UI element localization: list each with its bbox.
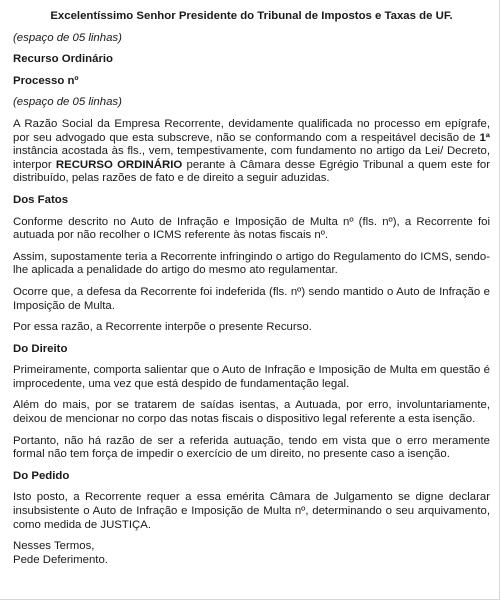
closing-line: Pede Deferimento.	[13, 553, 108, 566]
section-paragraph: Assim, supostamente teria a Recorrente infringindo o artigo do Regulamento do ICMS, sendo-lhe aplicada a penalidade do artigo do mesmo ato regulamentar.	[13, 250, 490, 277]
closing-line: Nesses Termos,	[13, 540, 95, 553]
intro-text: instância acostada às fls., vem, tempestivamente, com fundamento no artigo da Lei/ Decreto, interpor	[13, 145, 490, 171]
intro-bold-instance: 1ª	[479, 131, 490, 144]
intro-bold-appeal: RECURSO ORDINÁRIO	[55, 158, 183, 171]
document-title: Excelentíssimo Senhor Presidente do Tribunal de Impostos e Taxas de UF.	[50, 10, 453, 22]
section-paragraph: Ocorre que, a defesa da Recorrente foi indeferida (fls. nº) sendo mantido o Auto de Infração e Imposição de Multa.	[13, 285, 490, 312]
section-paragraph: Conforme descrito no Auto de Infração e Imposição de Multa nº (fls. nº), a Recorrente foi autuada por não recolher o ICMS referente às notas fiscais nº.	[13, 215, 490, 242]
section-paragraph: Primeiramente, comporta salientar que o Auto de Infração e Imposição de Multa em questão é improcedente, uma vez que está despido de fundamentação legal.	[13, 364, 490, 390]
section-paragraph: Isto posto, a Recorrente requer a essa emérita Câmara de Julgamento se digne declarar insubsistente o Auto de Infração e Imposição de Multa nº, determinando o seu arquivamento, como medida de JUSTIÇA.	[13, 491, 490, 531]
section-heading-request: Do Pedido	[13, 469, 70, 482]
section-heading-facts: Dos Fatos	[13, 193, 69, 206]
intro-text: A Razão Social da Empresa Recorrente, devidamente qualificada no processo em epígrafe, por seu advogado que esta subscreve, não se conformando com a respeitável decisão de	[13, 117, 490, 144]
process-label: Processo nº	[13, 74, 79, 87]
intro-paragraph	[13, 118, 490, 186]
space-note: (espaço de 05 linhas)	[13, 96, 122, 109]
section-paragraph: Portanto, não há razão de ser a referida autuação, tendo em vista que o erro meramente formal não tem força de impedir o exercício de um direito, no presente caso a isenção.	[13, 434, 490, 461]
section-heading-law: Do Direito	[13, 342, 68, 355]
section-paragraph: Além do mais, por se tratarem de saídas isentas, a Autuada, por erro, involuntariamente, deixou de mencionar no corpo das notas fiscais o dispositivo legal referente a esta isenção.	[13, 399, 490, 426]
space-note: (espaço de 05 linhas)	[13, 31, 122, 44]
section-paragraph: Por essa razão, a Recorrente interpõe o presente Recurso.	[13, 321, 312, 334]
resource-label: Recurso Ordinário	[13, 53, 114, 66]
intro-text: perante à Câmara desse Egrégio Tribunal a quem este for distribuído, pelas razões de fato e de direito a seguir aduzidas.	[13, 158, 490, 185]
